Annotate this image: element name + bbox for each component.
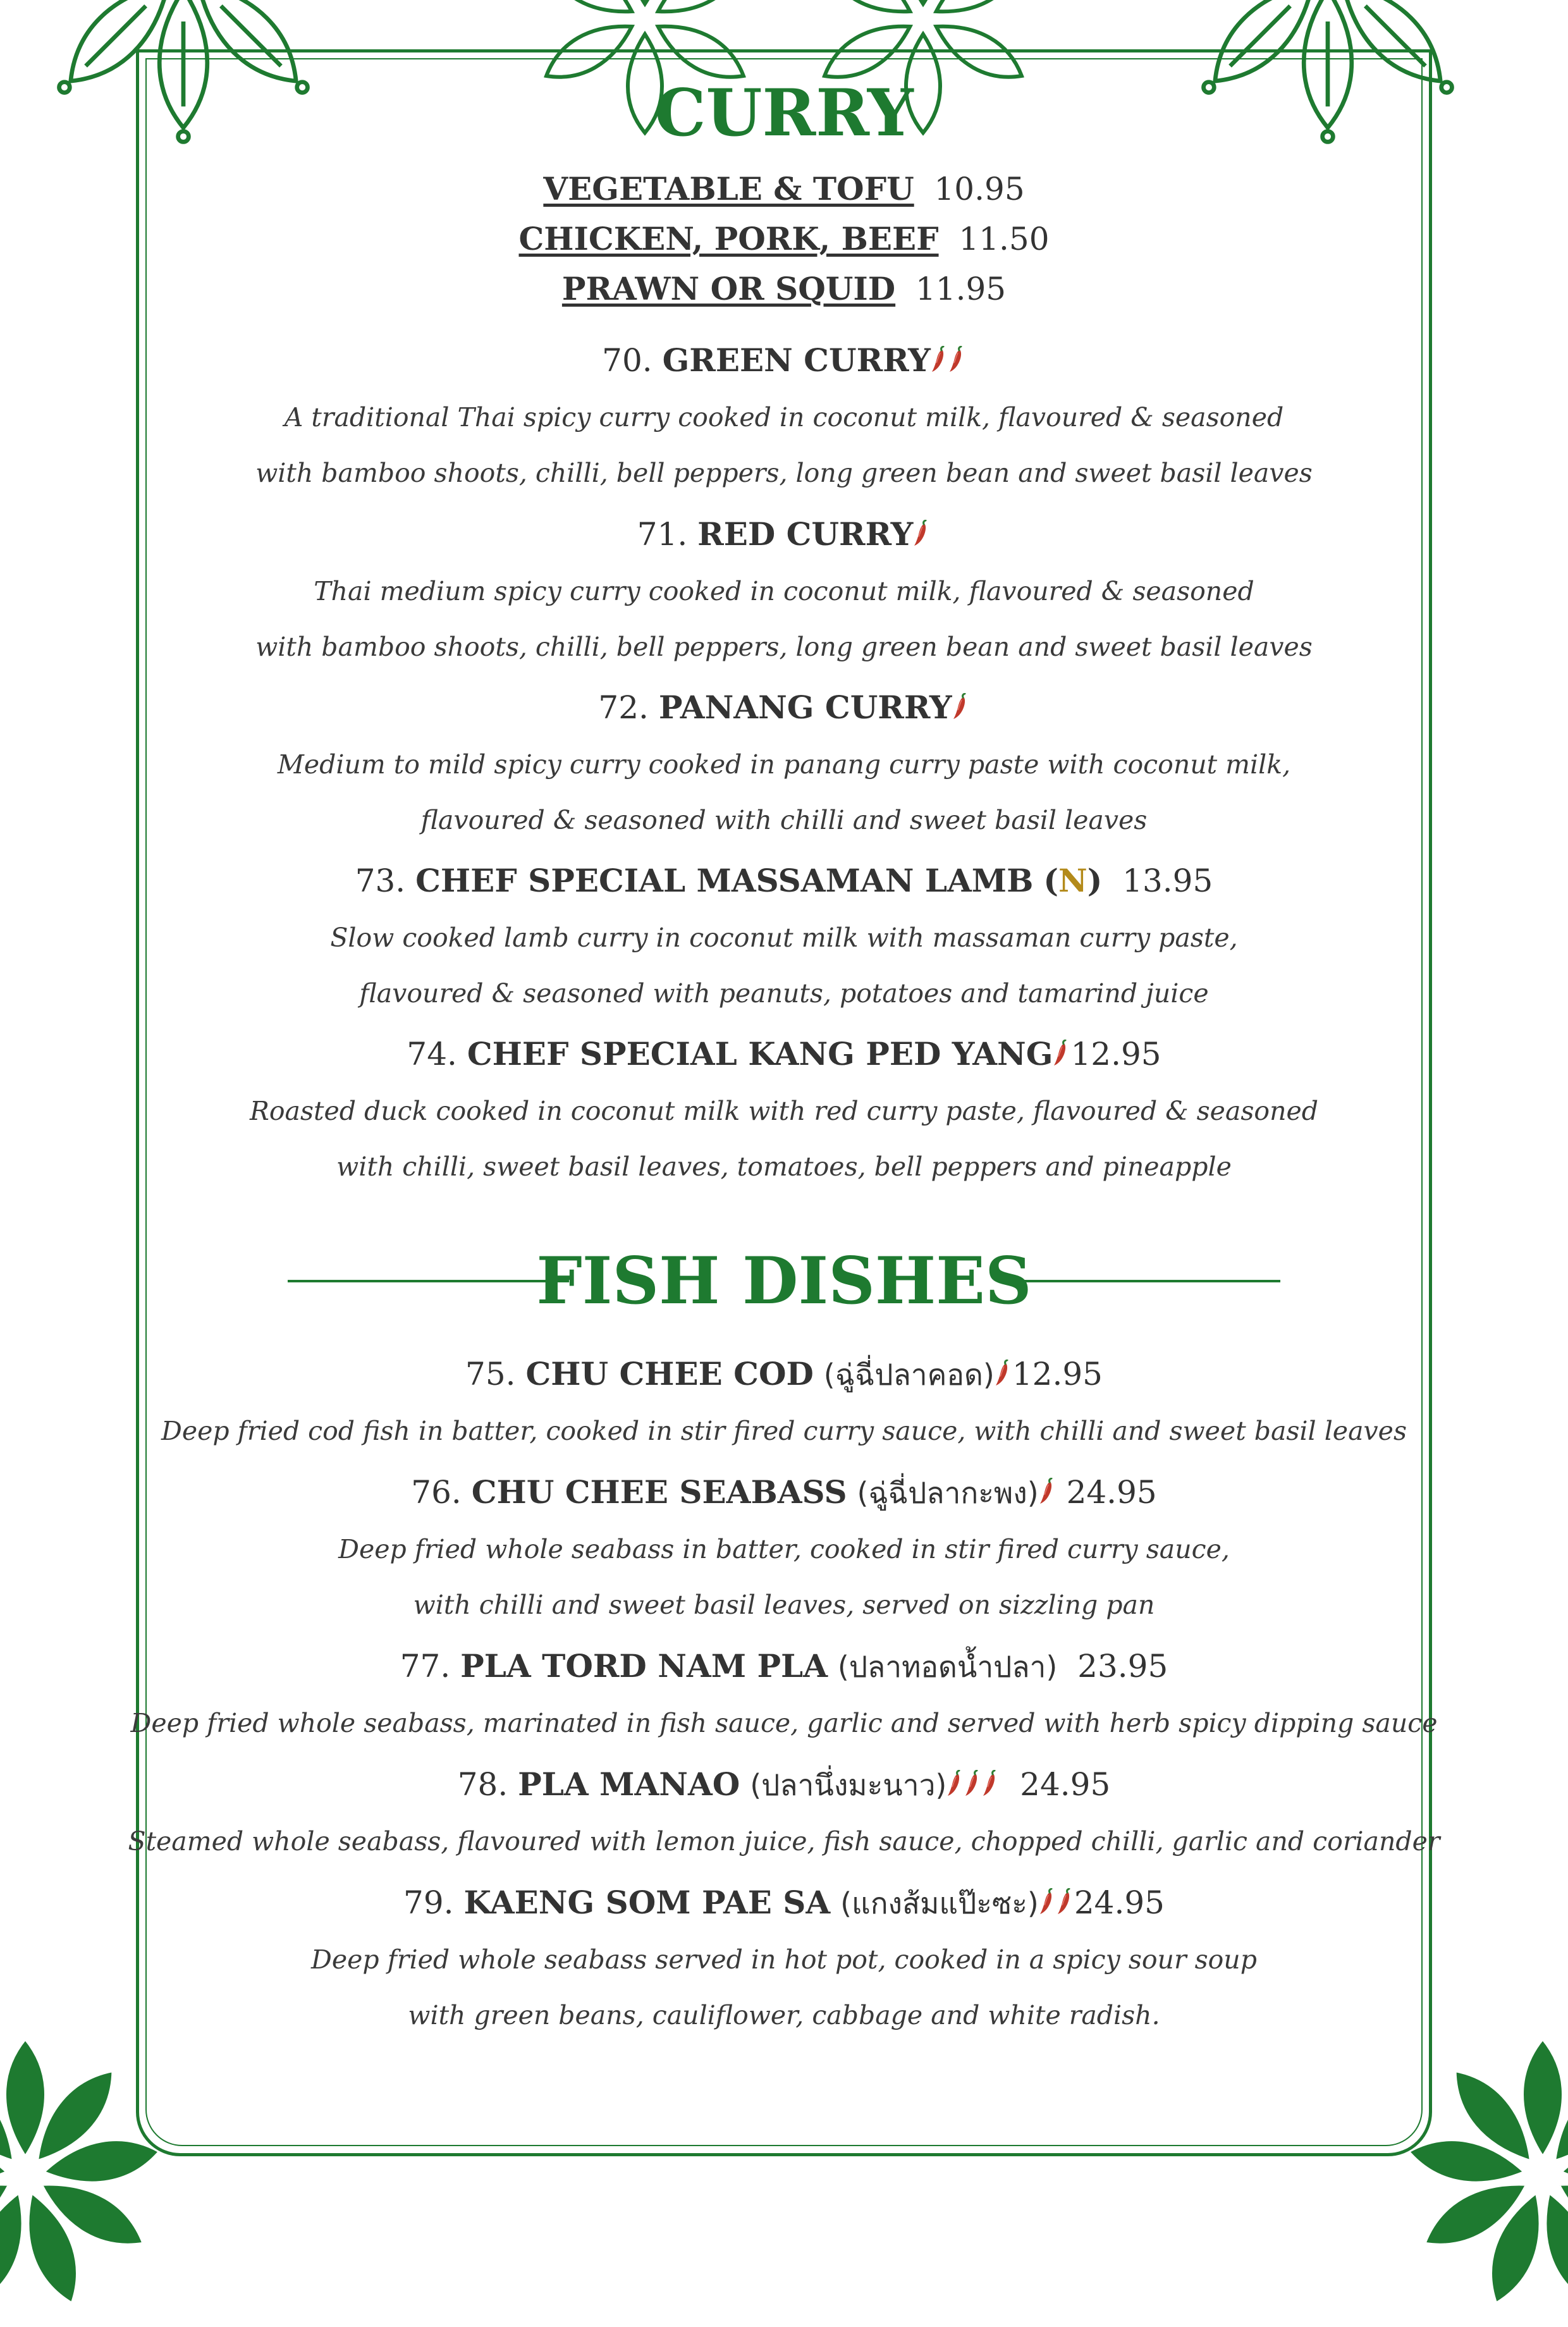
- dish-number: 75.: [465, 1356, 516, 1392]
- dish-name: CHU CHEE COD: [525, 1355, 814, 1392]
- dish-description-line: Deep fried cod fish in batter, cooked in stir fired curry sauce, with chilli and sweet basil leaves: [161, 1416, 1407, 1446]
- chili-pepper-icon: [948, 346, 965, 374]
- dish-name: PANANG CURRY: [658, 689, 952, 726]
- dish-number: 72.: [598, 689, 649, 726]
- chili-pepper-icon: [952, 693, 969, 721]
- dish-description-line: Deep fried whole seabass served in hot pot, cooked in a spicy sour soup: [311, 1944, 1257, 1975]
- dish-description-line: A traditional Thai spicy curry cooked in coconut milk, flavoured & seasoned: [284, 402, 1284, 433]
- chili-rating: [952, 689, 970, 726]
- dish-price: 13.95: [1122, 863, 1213, 899]
- dish-name: PLA MANAO: [518, 1765, 740, 1803]
- price-value: 11.95: [915, 271, 1007, 307]
- dish-description-line: Deep fried whole seabass, marinated in fish sauce, garlic and served with herb spicy dipping sauce: [130, 1708, 1438, 1738]
- chili-pepper-icon: [946, 1770, 964, 1798]
- dish-description-line: Steamed whole seabass, flavoured with lemon juice, fish sauce, chopped chilli, garlic and coriander: [128, 1826, 1440, 1857]
- dish-description-line: Roasted duck cooked in coconut milk with red curry paste, flavoured & seasoned: [249, 1096, 1319, 1126]
- dish-price: 12.95: [1070, 1036, 1161, 1072]
- dish-number: 76.: [411, 1474, 462, 1511]
- nut-paren-close: ): [1087, 862, 1103, 899]
- chili-rating: [1039, 1884, 1074, 1921]
- dish-number: 79.: [403, 1884, 454, 1921]
- dish-description-line: Deep fried whole seabass in batter, cooked in stir fired curry sauce,: [338, 1534, 1230, 1564]
- dish-number: 71.: [637, 516, 688, 553]
- chili-pepper-icon: [964, 1770, 981, 1798]
- dish-title-79: [0, 1884, 1568, 1921]
- chili-pepper-icon: [913, 520, 930, 548]
- dish-description-line: flavoured & seasoned with chilli and sweet basil leaves: [420, 805, 1148, 835]
- dish-description-line: with bamboo shoots, chilli, bell peppers, long green bean and sweet basil leaves: [255, 632, 1313, 662]
- dish-title-74: [0, 1035, 1568, 1072]
- dish-price: 24.95: [1066, 1474, 1157, 1511]
- section-title-curry: CURRY: [654, 75, 914, 151]
- dish-number: 70.: [602, 342, 652, 379]
- price-line-vegetable-tofu: [0, 170, 1568, 207]
- chili-pepper-icon: [1039, 1888, 1056, 1916]
- chili-rating: [995, 1356, 1012, 1392]
- dish-name: KAENG SOM PAE SA: [463, 1884, 831, 1921]
- price-line-chicken-pork-beef: [0, 220, 1568, 257]
- dish-price: 24.95: [1020, 1766, 1111, 1803]
- dish-number: 78.: [457, 1766, 508, 1803]
- dish-title-77: [0, 1647, 1568, 1685]
- chili-pepper-icon: [1057, 1888, 1074, 1916]
- dish-name: PLA TORD NAM PLA: [460, 1647, 828, 1685]
- dish-description-line: flavoured & seasoned with peanuts, potatoes and tamarind juice: [359, 978, 1209, 1009]
- dish-price: 23.95: [1077, 1648, 1168, 1685]
- dish-title-76: [0, 1473, 1568, 1511]
- nut-allergen-badge: N: [1058, 862, 1087, 899]
- dish-thai-name: (ฉู่ฉี่ปลาคอด): [823, 1358, 995, 1392]
- chili-rating: [946, 1766, 1000, 1803]
- dish-description-line: Thai medium spicy curry cooked in coconut milk, flavoured & seasoned: [314, 576, 1254, 606]
- dish-description-line: with chilli and sweet basil leaves, served on sizzling pan: [413, 1590, 1155, 1620]
- dish-number: 77.: [400, 1648, 451, 1685]
- dish-name: RED CURRY: [697, 515, 914, 553]
- dish-description-line: with green beans, cauliflower, cabbage and white radish.: [408, 2000, 1160, 2030]
- dish-number: 73.: [355, 863, 406, 899]
- chili-rating: [913, 516, 931, 553]
- dish-name: CHU CHEE SEABASS: [471, 1473, 847, 1511]
- dish-price: 12.95: [1012, 1356, 1103, 1392]
- dish-title-70: [0, 341, 1568, 379]
- dish-thai-name: (ปลาทอดน้ำปลา): [837, 1650, 1058, 1684]
- chili-pepper-icon: [982, 1770, 999, 1798]
- dish-thai-name: (แกงส้มแป๊ะซะ): [840, 1886, 1039, 1920]
- chili-pepper-icon: [1039, 1478, 1056, 1506]
- price-line-prawn-squid: [0, 270, 1568, 307]
- price-category-label: VEGETABLE & TOFU: [543, 170, 914, 207]
- dish-description-line: with bamboo shoots, chilli, bell peppers, long green bean and sweet basil leaves: [255, 458, 1313, 488]
- price-value: 10.95: [934, 171, 1025, 207]
- dish-description-line: with chilli, sweet basil leaves, tomatoes, bell peppers and pineapple: [336, 1151, 1232, 1182]
- dish-thai-name: (ปลานึ่งมะนาว): [750, 1768, 947, 1802]
- dish-description-line: Slow cooked lamb curry in coconut milk with massaman curry paste,: [330, 923, 1238, 953]
- dish-description-line: Medium to mild spicy curry cooked in panang curry paste with coconut milk,: [277, 749, 1291, 780]
- dish-title-71: [0, 515, 1568, 553]
- nut-paren-open: (: [1043, 862, 1058, 899]
- price-category-label: PRAWN OR SQUID: [561, 270, 896, 307]
- dish-title-75: [0, 1355, 1568, 1392]
- chili-pepper-icon: [1053, 1040, 1070, 1067]
- section-title-fish-dishes: FISH DISHES: [536, 1243, 1032, 1319]
- chili-pepper-icon: [995, 1360, 1012, 1387]
- price-value: 11.50: [959, 221, 1050, 257]
- chili-pepper-icon: [931, 346, 948, 374]
- dish-name: GREEN CURRY: [662, 341, 931, 379]
- chili-rating: [1039, 1474, 1057, 1511]
- dish-price: 24.95: [1074, 1884, 1165, 1921]
- dish-title-73: [0, 862, 1568, 899]
- dish-name: CHEF SPECIAL MASSAMAN LAMB: [415, 862, 1034, 899]
- dish-title-72: [0, 689, 1568, 726]
- chili-rating: [1053, 1036, 1070, 1072]
- dish-name: CHEF SPECIAL KANG PED YANG: [467, 1035, 1053, 1072]
- dish-thai-name: (ฉู่ฉี่ปลากะพง): [857, 1476, 1039, 1510]
- dish-number: 74.: [407, 1036, 457, 1072]
- chili-rating: [931, 342, 966, 379]
- price-category-label: CHICKEN, PORK, BEEF: [518, 220, 939, 257]
- dish-title-78: [0, 1765, 1568, 1803]
